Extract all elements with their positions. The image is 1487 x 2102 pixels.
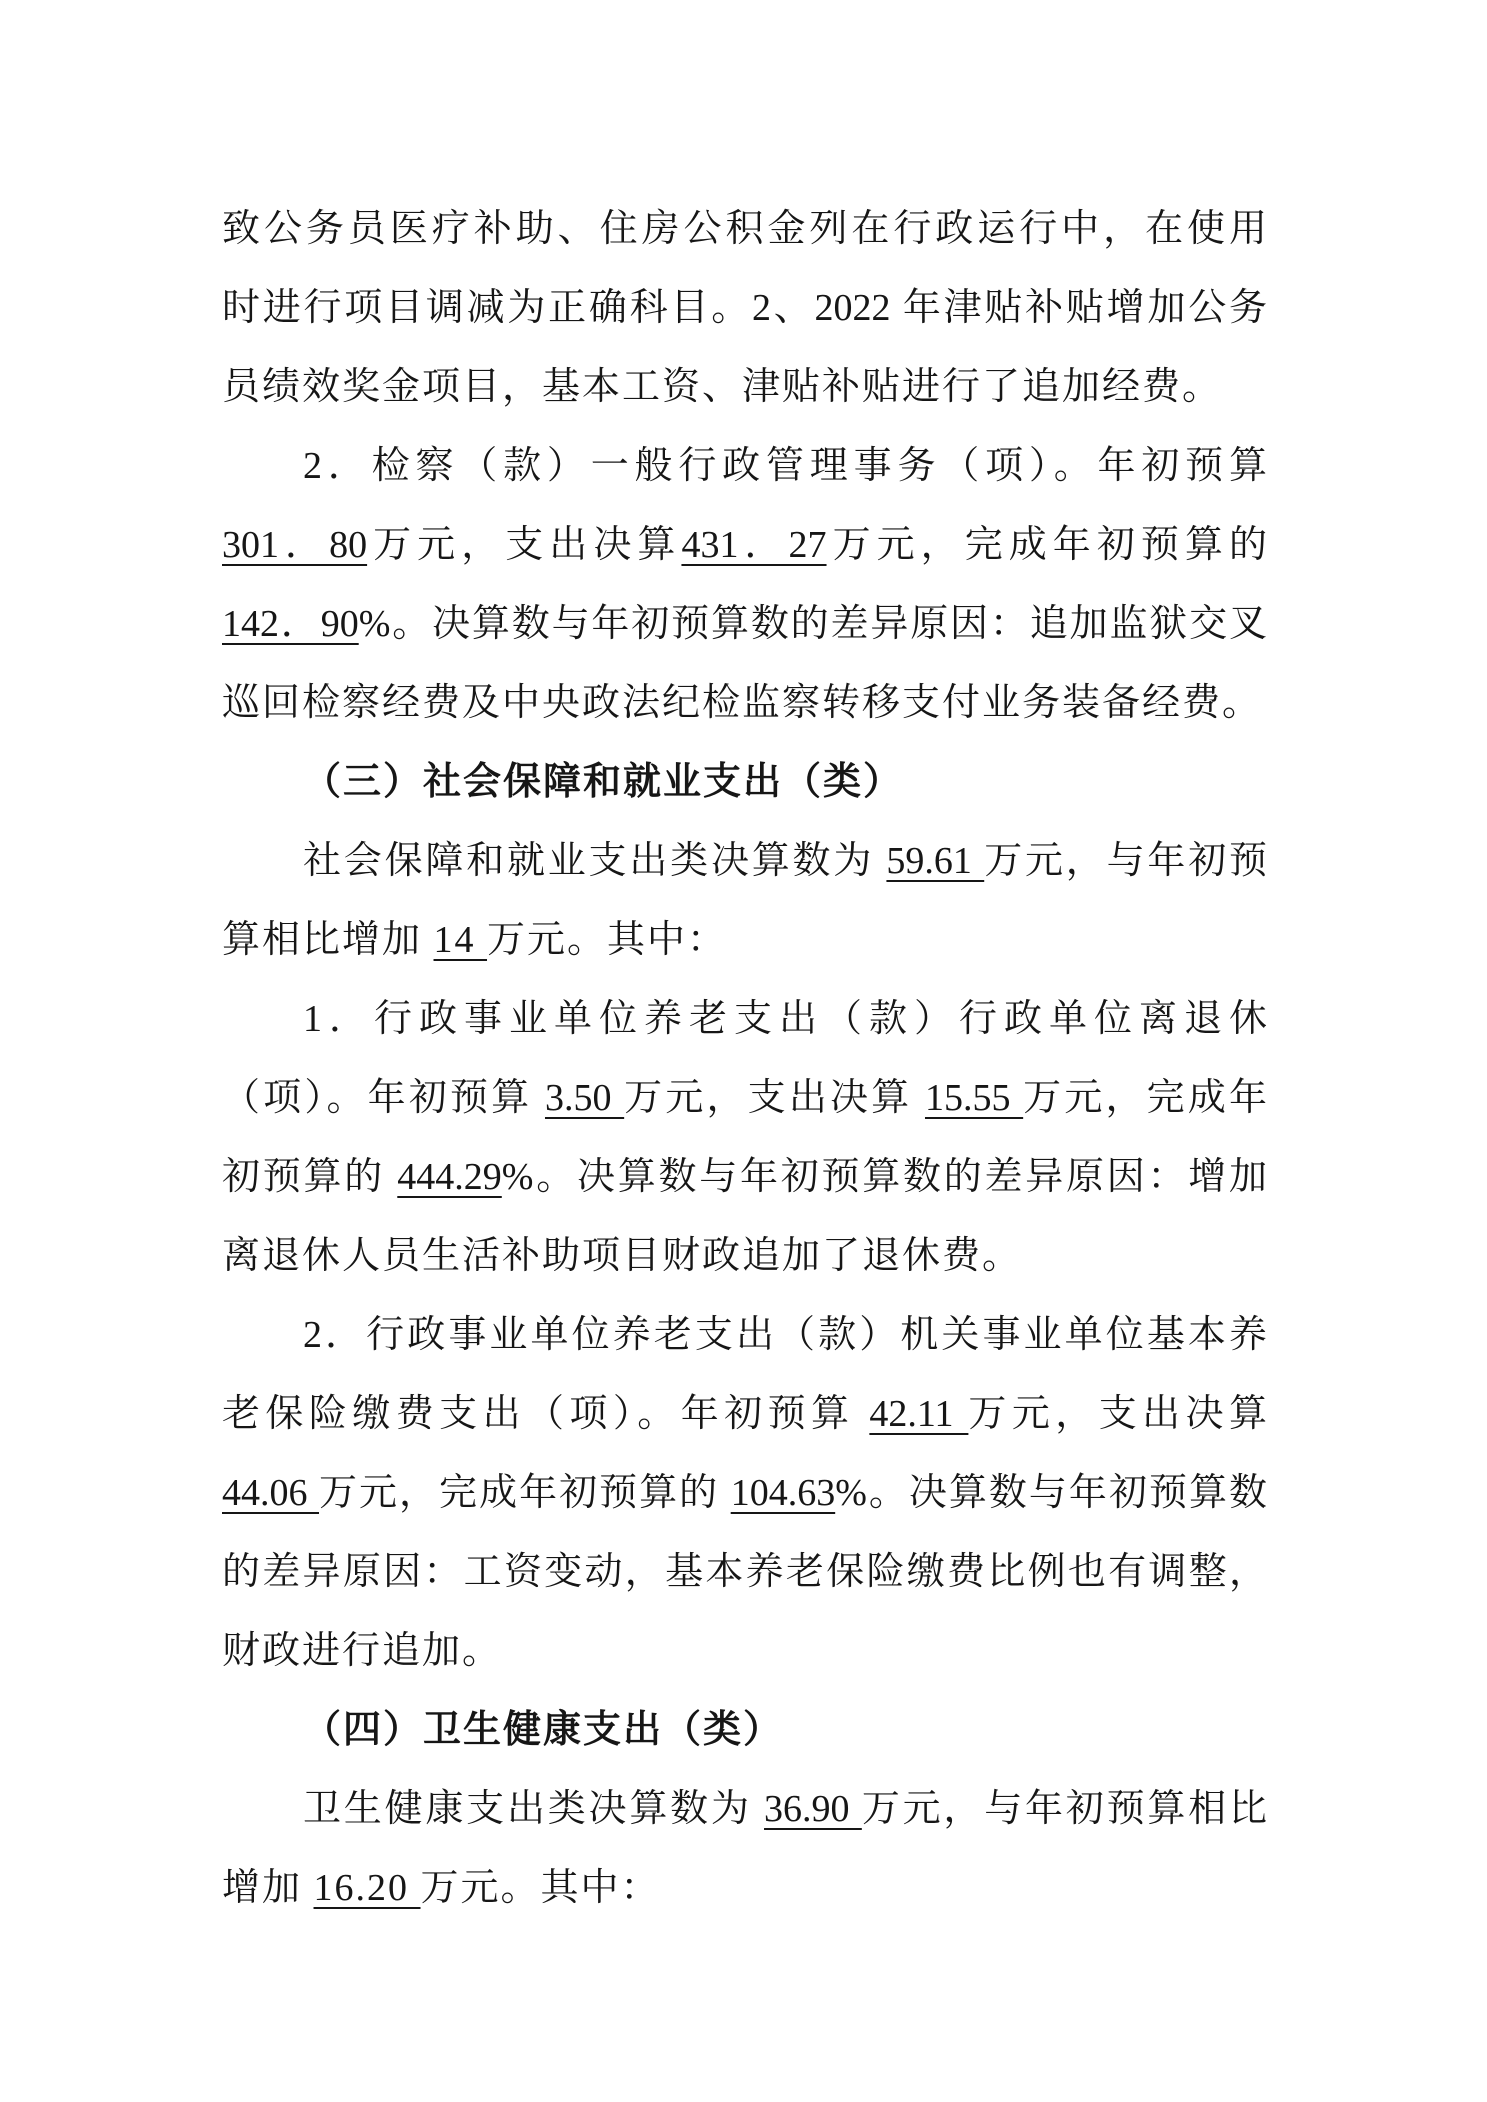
text-run: %。决算数与年初预算数的差异原因：追加监狱交叉 (358, 603, 1267, 645)
underlined-amount: 44.06 (222, 1472, 320, 1514)
underlined-amount: 59.61 (886, 840, 985, 882)
text-run: 万元，与年初预算相比 (861, 1788, 1267, 1830)
text-run: （三）社会保障和就业支出（类） (303, 761, 904, 803)
text-line (222, 1612, 1267, 1691)
text-run: （项）。年初预算 (222, 1077, 545, 1119)
text-run: 万元。其中： (420, 1867, 661, 1909)
text-run: 万元，支出决算 (968, 1393, 1267, 1435)
text-run: 万元，支出决算 (367, 524, 682, 566)
text-line (222, 190, 1267, 269)
paragraph (222, 1770, 1267, 1928)
text-run: （四）卫生健康支出（类） (303, 1709, 784, 1751)
text-run: 万元，支出决算 (624, 1077, 925, 1119)
text-line (222, 348, 1267, 427)
text-run: 离退休人员生活补助项目财政追加了退休费。 (222, 1235, 1023, 1277)
text-run: 算相比增加 (222, 919, 434, 961)
text-run: %。决算数与年初预算数 (835, 1472, 1267, 1514)
text-line (222, 1454, 1267, 1533)
text-line (222, 427, 1267, 506)
text-line (222, 743, 1267, 822)
underlined-amount: 301．80 (222, 524, 368, 566)
text-line (222, 1217, 1267, 1296)
underlined-amount: 14 (433, 919, 488, 961)
text-line (222, 1849, 1267, 1928)
text-line (222, 1770, 1267, 1849)
text-run: 初预算的 (222, 1156, 398, 1198)
text-line (222, 585, 1267, 664)
text-run: 财政进行追加。 (222, 1630, 503, 1672)
paragraph (222, 980, 1267, 1296)
text-run: 卫生健康支出类决算数为 (303, 1788, 765, 1830)
text-line (222, 1375, 1267, 1454)
text-line (222, 664, 1267, 743)
text-run: 万元，完成年 (1023, 1077, 1267, 1119)
text-run: 万元。其中： (487, 919, 728, 961)
underlined-amount: 42.11 (869, 1393, 969, 1435)
underlined-amount: 15.55 (924, 1077, 1024, 1119)
text-line (222, 1059, 1267, 1138)
underlined-amount: 36.90 (764, 1788, 862, 1830)
text-line (222, 269, 1267, 348)
paragraph (222, 427, 1267, 743)
text-line (222, 1533, 1267, 1612)
text-line (222, 1296, 1267, 1375)
text-run: 的差异原因：工资变动，基本养老保险缴费比例也有调整， (222, 1551, 1267, 1593)
text-run: 万元，完成年初预算的 (319, 1472, 731, 1514)
underlined-amount: 431．27 (681, 524, 827, 566)
text-run: 2．检察（款）一般行政管理事务（项）。年初预算 (303, 445, 1267, 487)
text-line (222, 1138, 1267, 1217)
text-run: 1．行政事业单位养老支出（款）行政单位离退休 (303, 998, 1267, 1040)
text-run: 万元，与年初预 (984, 840, 1267, 882)
text-run: 2．行政事业单位养老支出（款）机关事业单位基本养 (303, 1314, 1267, 1356)
text-run: 巡回检察经费及中央政法纪检监察转移支付业务装备经费。 (222, 682, 1263, 724)
section-heading (222, 743, 1267, 822)
text-line (222, 980, 1267, 1059)
text-run: 时进行项目调减为正确科目。2、2022 年津贴补贴增加公务 (222, 287, 1267, 329)
paragraph (222, 1296, 1267, 1691)
text-line (222, 506, 1267, 585)
text-run: %。决算数与年初预算数的差异原因：增加 (501, 1156, 1267, 1198)
text-line (222, 822, 1267, 901)
text-line (222, 901, 1267, 980)
text-run: 万元，完成年初预算的 (826, 524, 1267, 566)
text-run: 增加 (222, 1867, 314, 1909)
underlined-amount: 444.29 (397, 1156, 502, 1198)
document-body (222, 190, 1267, 1928)
text-run: 社会保障和就业支出类决算数为 (303, 840, 887, 882)
text-run: 致公务员医疗补助、住房公积金列在行政运行中，在使用 (222, 208, 1267, 250)
underlined-amount: 3.50 (544, 1077, 625, 1119)
section-heading (222, 1691, 1267, 1770)
underlined-amount: 104.63 (730, 1472, 836, 1514)
text-run: 老保险缴费支出（项）。年初预算 (222, 1393, 870, 1435)
paragraph (222, 822, 1267, 980)
text-run: 员绩效奖金项目，基本工资、津贴补贴进行了追加经费。 (222, 366, 1223, 408)
underlined-amount: 16.20 (313, 1867, 421, 1909)
paragraph (222, 190, 1267, 427)
text-line (222, 1691, 1267, 1770)
underlined-amount: 142．90 (222, 603, 359, 645)
